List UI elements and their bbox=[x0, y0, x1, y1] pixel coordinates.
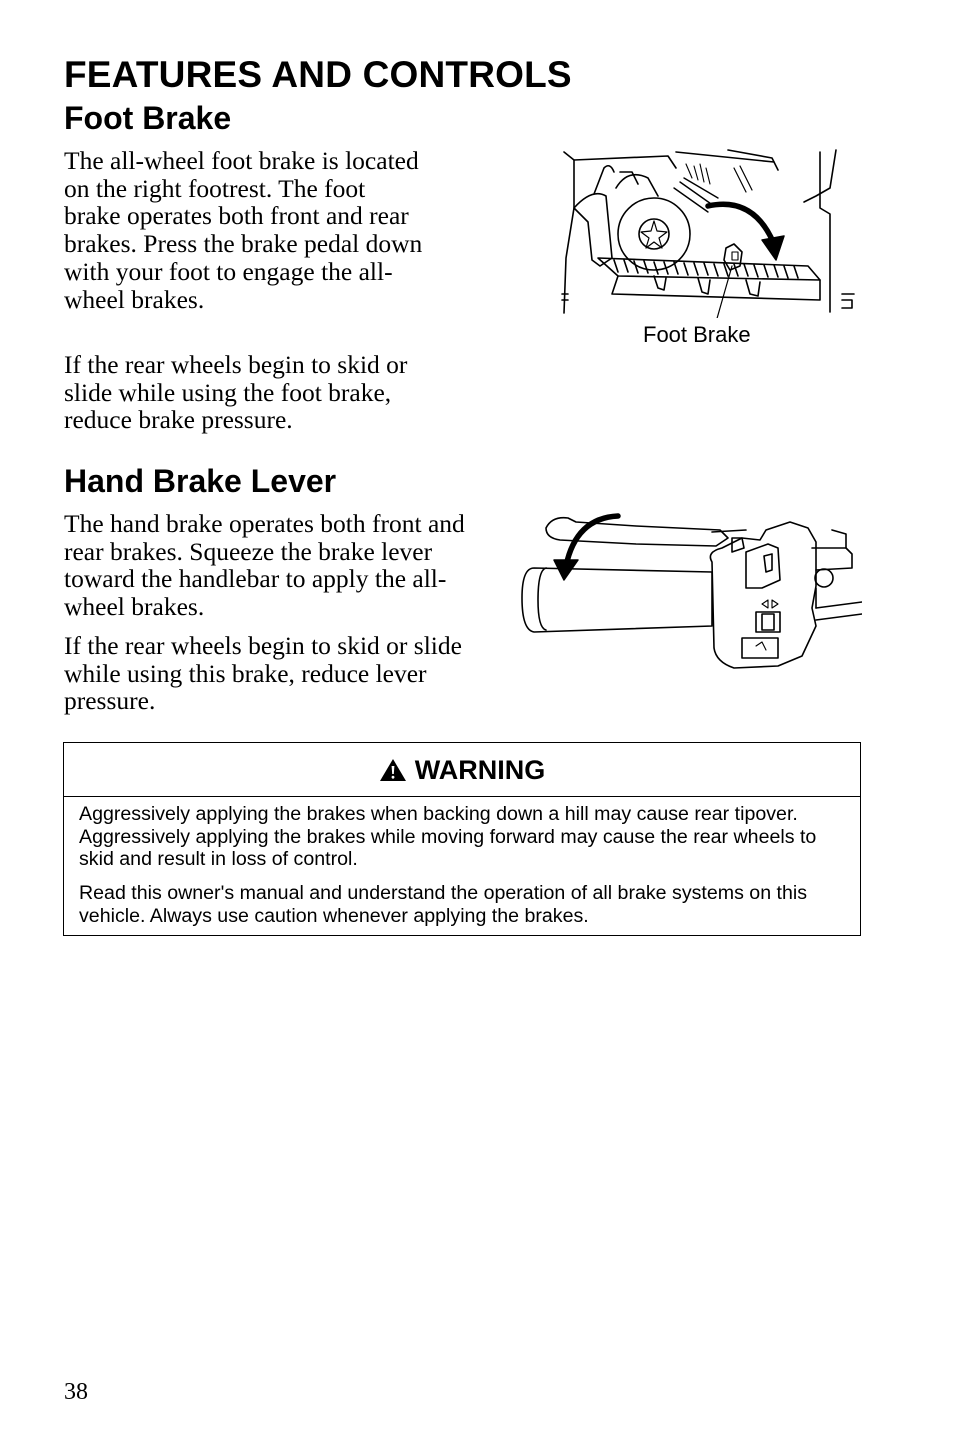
warning-paragraph-2: Read this owner's manual and understand the operation of all brake systems on this vehicle. Always use caution whenever applying the brakes. bbox=[79, 882, 808, 927]
page-number: 38 bbox=[64, 1379, 88, 1405]
foot-brake-heading: Foot Brake bbox=[64, 100, 232, 136]
foot-brake-illustration bbox=[558, 148, 858, 318]
warning-triangle-icon bbox=[379, 757, 407, 783]
warning-title: WARNING bbox=[414, 754, 546, 785]
warning-paragraph-1: Aggressively applying the brakes when backing down a hill may cause rear tipover. Aggressively applying the brakes while moving forward may cause the rear wheels to skid and result in loss of control. bbox=[79, 803, 817, 870]
warning-header bbox=[64, 743, 860, 797]
foot-brake-paragraph-1: The all-wheel foot brake is located on the right footrest. The foot brake operates both front and rear brakes. Press the brake pedal down with your foot to engage the all-wheel brakes. bbox=[64, 146, 423, 314]
warning-box bbox=[63, 742, 861, 936]
foot-brake-caption: Foot Brake bbox=[643, 322, 751, 347]
hand-brake-heading: Hand Brake Lever bbox=[64, 463, 337, 499]
chapter-title: FEATURES AND CONTROLS bbox=[64, 54, 572, 95]
hand-brake-illustration bbox=[516, 508, 862, 674]
foot-brake-paragraph-2: If the rear wheels begin to skid or slide while using the foot brake, reduce brake pressure. bbox=[64, 350, 408, 435]
hand-brake-paragraph-1: The hand brake operates both front and rear brakes. Squeeze the brake lever toward the handlebar to apply the all-wheel brakes. bbox=[64, 509, 465, 622]
hand-brake-paragraph-2: If the rear wheels begin to skid or slide while using this brake, reduce lever pressure. bbox=[64, 631, 462, 716]
